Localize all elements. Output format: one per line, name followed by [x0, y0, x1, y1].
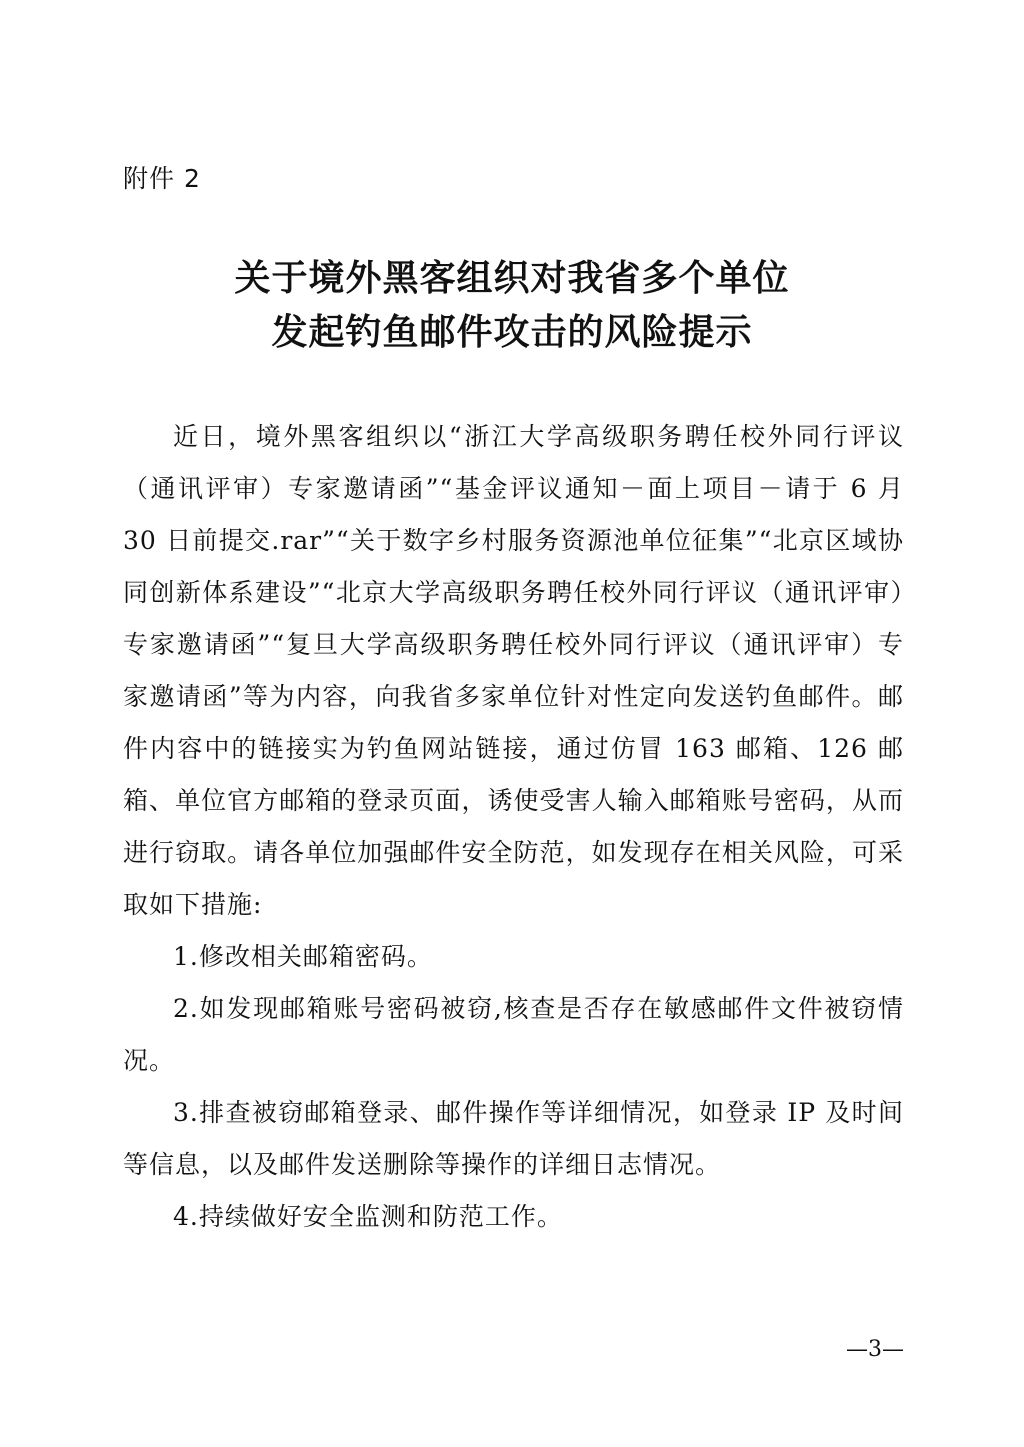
measure-item-2: 2.如发现邮箱账号密码被窃,核查是否存在敏感邮件文件被窃情况。 [123, 994, 904, 1075]
title-line-2: 发起钓鱼邮件攻击的风险提示 [271, 311, 753, 353]
measure-item-1: 1.修改相关邮箱密码。 [173, 942, 433, 971]
measure-item-4: 4.持续做好安全监测和防范工作。 [173, 1202, 563, 1231]
title-line-1: 关于境外黑客组织对我省多个单位 [234, 257, 790, 299]
measure-item-3: 3.排查被窃邮箱登录、邮件操作等详细情况，如登录 IP 及时间等信息，以及邮件发送删除等操作的详细日志情况。 [123, 1098, 904, 1179]
page-number: —3— [846, 1337, 904, 1362]
intro-paragraph: 近日，境外黑客组织以“浙江大学高级职务聘任校外同行评议（通讯评审）专家邀请函”“基金评议通知－面上项目－请于 6 月 30 日前提交.rar”“关于数字乡村服务资源池单位征集”“北京区域协同创新体系建设”“北京大学高级职务聘任校外同行评议（通讯评审）专家邀请函”“复旦大学高级职务聘任校外同行评议（通讯评审）专家邀请函”等为内容，向我省多家单位针对性定向发送钓鱼邮件。邮件内容中的链接实为钓鱼网站链接，通过仿冒 163 邮箱、126 邮箱、单位官方邮箱的登录页面，诱使受害人输入邮箱账号密码，从而进行窃取。请各单位加强邮件安全防范，如发现存在相关风险，可采取如下措施: [123, 422, 904, 919]
document-title [120, 251, 904, 359]
document-body [123, 411, 904, 1243]
attachment-label: 附件 2 [123, 164, 201, 193]
